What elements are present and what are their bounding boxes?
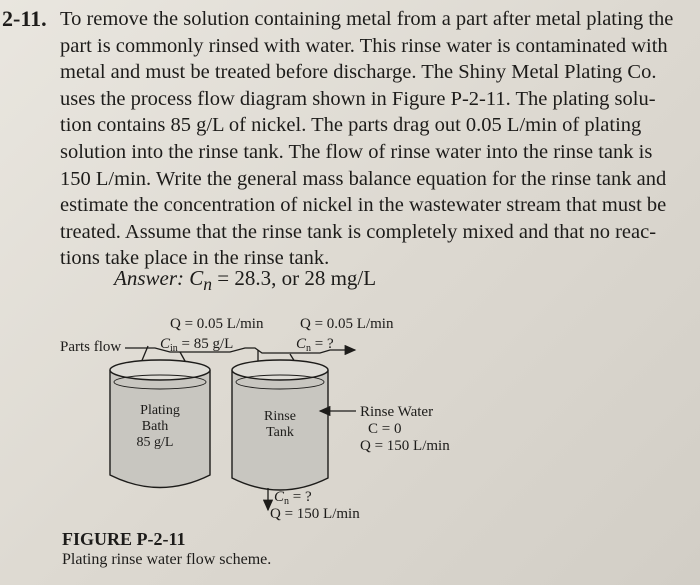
inflow-c-var: C <box>160 336 171 352</box>
wastewater-c-value: = ? <box>289 489 312 505</box>
problem-line: uses the process flow diagram shown in Figure P-2-11. The plating solu- <box>60 87 656 110</box>
rinse-water-q: Q = 150 L/min <box>360 438 450 454</box>
inflow-c-sub: in <box>170 343 178 354</box>
plating-bath-tank <box>110 360 210 488</box>
outflow-c-value: = ? <box>311 336 334 352</box>
wastewater-c-var: C <box>274 489 285 505</box>
figure-description: Plating rinse water flow scheme. <box>62 551 272 568</box>
problem-number: 2-11. <box>2 6 47 31</box>
problem-line: metal and must be treated before discharge. The Shiny Metal Plating Co. <box>60 61 657 84</box>
problem-line: estimate the concentration of nickel in the wastewater stream that must be <box>60 194 667 217</box>
figure-label: FIGURE P-2-11 <box>62 529 186 549</box>
answer-subscript: n <box>203 274 213 295</box>
problem-line: part is commonly rinsed with water. This rinse water is contaminated with <box>60 34 668 57</box>
plating-label-3: 85 g/L <box>136 435 174 450</box>
wastewater-q: Q = 150 L/min <box>270 506 360 522</box>
wastewater-c <box>274 489 312 507</box>
answer-label: Answer: <box>114 266 184 290</box>
rinse-label-1: Rinse <box>264 409 296 424</box>
problem-line: tion contains 85 g/L of nickel. The parts drag out 0.05 L/min of plating <box>60 114 642 137</box>
problem-line: To remove the solution containing metal from a part after metal plating the <box>60 8 674 30</box>
outflow-c-sub: n <box>306 343 312 354</box>
answer-variable: C <box>189 266 204 290</box>
wastewater-c-sub: n <box>284 496 290 507</box>
problem-line: tions take place in the rinse tank. <box>60 247 330 270</box>
problem-line: treated. Assume that the rinse tank is completely mixed and that no reac- <box>60 220 657 243</box>
rinse-tank <box>232 360 328 490</box>
problem-line: solution into the rinse tank. The flow of rinse water into the rinse tank is <box>60 140 653 163</box>
rinse-label-2: Tank <box>266 425 294 440</box>
problem-text <box>60 6 692 272</box>
rinse-water-label: Rinse Water <box>360 404 434 420</box>
figure-caption <box>62 528 271 570</box>
problem-line: 150 L/min. Write the general mass balance equation for the rinse tank and <box>60 167 667 190</box>
inflow-q-label: Q = 0.05 L/min <box>170 316 264 332</box>
rinse-water-c: C = 0 <box>368 421 402 437</box>
parts-flow-label: Parts flow <box>60 339 122 355</box>
inflow-c-value: = 85 g/L <box>177 336 234 352</box>
inflow-c-label <box>160 336 233 354</box>
answer <box>114 266 376 295</box>
outflow-c-label <box>296 336 334 354</box>
plating-label-2: Bath <box>141 419 169 434</box>
outflow-c-var: C <box>296 336 307 352</box>
flow-diagram <box>0 300 700 525</box>
plating-label-1: Plating <box>140 403 180 418</box>
answer-value: = 28.3, or 28 mg/L <box>212 266 377 290</box>
outflow-q-label: Q = 0.05 L/min <box>300 316 394 332</box>
